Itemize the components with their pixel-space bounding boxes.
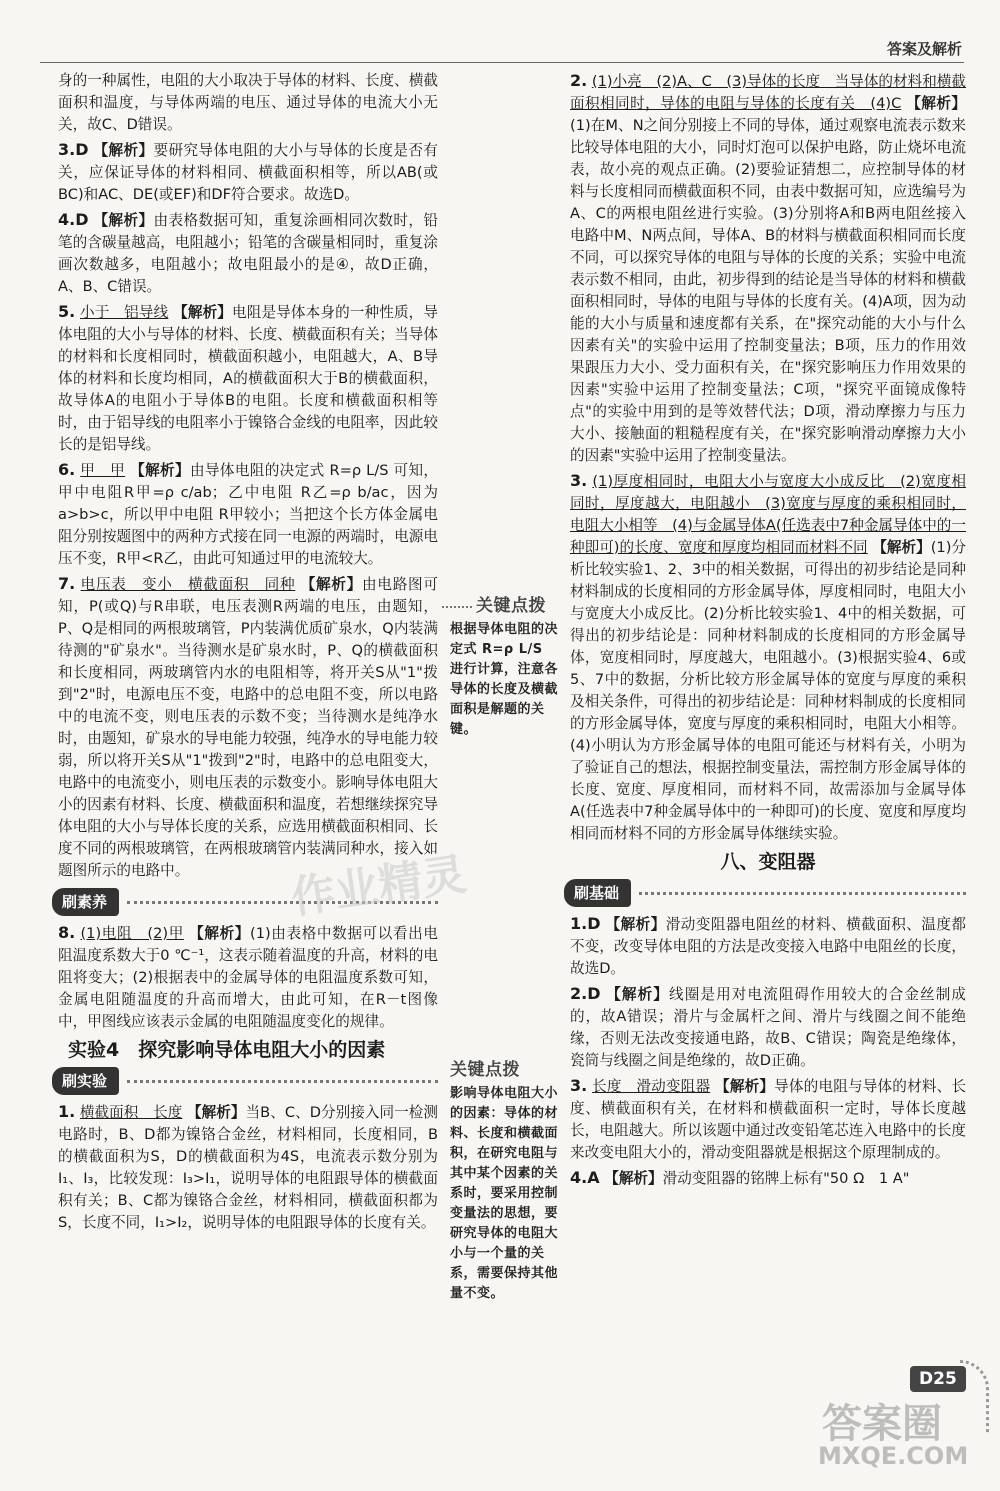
basic-answer-4 [570,1167,966,1190]
analysis-text: 由电路图可知，P(或Q)与R串联，电压表测R两端的电压，由题知，P、Q是相同的两根玻璃管，P内装满优质矿泉水，Q内装满待测的"矿泉水"。当待测水是矿泉水时，P、Q的横截面积和长度相同，两玻璃管内水的电阻相等，将开关S从"1"拨到"2"时，电源电压不变，电路中的总电阻不变，所以电路中的电流不变，则电压表的示数不变；当待测水是纯净水时，由题知，矿泉水的导电能力较强，纯净水的导电能力较弱，所以将开关S从"1"拨到"2"时，电路中的总电阻变大，电路中的电流变小，则电压表的示数变小。影响导体电阻大小的因素有材料、长度、横截面积和温度，若想继续探究导体电阻的大小与导体长度的关系，应选用横截面积相同、长度不同的两根玻璃管，在两根玻璃管内装满同种水，接入如题图所示的电路中。 [58,576,438,879]
section-badge-experiment [52,1067,438,1095]
section-title-rheostat: 八、变阻器 [720,851,816,873]
note-title: 关键点拨 [476,596,546,616]
analysis-tag: 【解析】 [130,462,190,479]
answer-number: 6. [58,460,76,479]
watermark-text: 作业精灵 [287,848,470,924]
answer-key: 长度 滑动变阻器 [592,1078,711,1095]
page-number-badge: D25 [910,1366,966,1392]
analysis-tag: 【解析】 [189,925,251,942]
analysis-tag: 【解析】 [605,916,666,933]
basic-answer-2 [570,983,966,1072]
analysis-tag: 【解析】 [187,1104,246,1121]
note-text: 根据导体电阻的决定式 R=ρ L/S 进行计算，注意各导体的长度及横截面积是解题的关键。 [450,622,559,737]
note-text: 影响导体电阻大小的因素：导体的材料、长度和横截面积，在研究电阻与其中某个因素的关系时，要采用控制变量法的思想，要研究导体的电阻大小与一个量的关系，需要保持其他量不变。 [450,1086,559,1301]
analysis-text: 导体的电阻与导体的材料、长度、横截面积有关，在材料和横截面积一定时，导体长度越长，电阻越大。所以该题中通过改变铅笔芯连入电路中的长度来改变电阻大小的，滑动变阻器就是根据这个原理制成的。 [570,1078,966,1161]
answer-key: 小于 铝导线 [80,304,169,321]
answer-key: (1)小亮 (2)A、C (3)导体的长度 当导体的材料和横截面积相同时，导体的电阻与导体的长度有关 (4)C [570,73,967,112]
answer-number: 3. [570,471,588,490]
answer-number: 1.D [570,914,601,933]
analysis-text: 线圈是用对电流阻碍作用较大的合金丝制成的，故A错误；滑片与金属杆之间、滑片与线圈之间不能绝缘，否则无法改变接通电路，故B、C错误；陶瓷是绝缘体，瓷筒与线圈之间是绝缘的，故D正确。 [570,986,966,1069]
answer-number: 4.D [58,210,89,229]
section-title-experiment: 实验4 探究影响导体电阻大小的因素 [68,1039,386,1061]
analysis-tag: 【解析】 [604,1170,663,1187]
answer-number: 5. [58,302,76,321]
dotted-divider [127,1080,438,1083]
answer-key: (1)厚度相同时，电阻大小与宽度大小成反比 (2)宽度相同时，厚度越大，电阻越小 (3)宽度与厚度的乘积相同时，电阻大小相等 (4)与金属导体A(任选表中7种金属导体中的一种即可)的长度、宽度和厚度均相同而材料不同 [570,473,966,556]
experiment-answer-3 [570,470,966,845]
right-column [570,70,966,1193]
answer-number: 1. [58,1102,76,1121]
left-column [58,70,438,1237]
key-point-note-1 [450,596,558,740]
answer-3 [58,139,438,206]
badge-label: 刷素养 [52,888,119,916]
analysis-text: (1)在M、N之间分别接上不同的导体，通过观察电流表示数来比较导体电阻的大小，同时灯泡可以保护电路，防止烧坏电流表，故小亮的观点正确。(2)要验证猜想二，应控制导体的材料与长度相同而横截面积不同，由表中数据可知，应选编号为A、C的两根电阻丝进行实验。(3)分别将A和B两电阻丝接入电路中M、N两点间，导体A、B的材料与横截面积相同而长度不同，可以探究导体的电阻与导体的长度的关系；实验中电流表示数不相同，由此，初步得到的结论是当导体的材料和横截面积相同时，导体的电阻与导体的长度有关。(4)A项，因为动能的大小与质量和速度都有关系，在"探究动能的大小与什么因素有关"的实验中运用了控制变量法；B项，压力的作用效果跟压力大小、受力面积有关，在"探究影响压力作用效果的因素"实验中运用了控制变量法；C项，"探究平面镜成像特点"的实验中用到的是等效替代法；D项，滑动摩擦力与压力大小、接触面的粗糙程度有关，在"探究影响滑动摩擦力大小的因素"实验中运用了控制变量法。 [570,117,966,464]
analysis-text: 要研究导体电阻的大小与导体的长度是否有关，应保证导体的材料相同、横截面积相等，所以AB(或BC)和AC、DE(或EF)和DF符合要求。故选D。 [58,142,438,203]
answer-key: 电压表 变小 横截面积 同种 [80,576,296,593]
experiment-answer-2 [570,70,966,467]
page-header-title: 答案及解析 [886,40,962,58]
answer-number: 7. [58,574,76,593]
answer-number: 8. [58,923,76,942]
answer-5 [58,301,438,456]
analysis-text: (1)由表格中数据可以看出电阻温度系数大于0 ℃⁻¹，这表示随着温度的升高，材料的电阻将变大；(2)根据表中的金属导体的电阻温度系数可知，金属电阻随温度的升高而增大，由此可知，在R－t图像中，甲图线应该表示金属的电阻随温度变化的规律。 [58,925,438,1030]
analysis-tag: 【解析】 [300,576,363,593]
answer-4 [58,209,438,298]
dotted-divider [639,892,966,895]
answer-number: 3.D [58,140,89,159]
analysis-text-cont: a>b>c，所以甲中电阻 R甲较小；当把这个长方体金属电阻分别按题图中的两种方式接在同一电源的两端时，电源电压不变，R甲<R乙，由此可知通过甲的电流较大。 [58,506,438,567]
analysis-text: (1)分析比较实验1、2、3中的相关数据，可得出的初步结论是同种材料制成的长度相同的方形金属导体，厚度相同时，电阻大小与宽度大小成反比。(2)分析比较实验1、4中的相关数据，可得出的初步结论是：同种材料制成的长度相同的方形金属导体，宽度相同时，厚度越大，电阻越小。(3)根据实验4、6或5、7中的数据，分析比较方形金属导体的宽度与厚度的乘积及相关条件，可得出的初步结论是：同种材料制成的长度相同的方形金属导体，宽度与厚度的乘积相同时，电阻大小相等。(4)小明认为方形金属导体的电阻可能还与材料有关，小明为了验证自己的想法，根据控制变量法，需控制方形金属导体的长度、宽度、厚度相同，而材料不同，故需添加与金属导体A(任选表中7种金属导体中的一种即可)的长度、宽度和厚度均相同而材料不同的方形金属导体继续实验。 [570,539,966,842]
badge-label: 刷基础 [564,879,631,907]
answer-key: 甲 甲 [80,462,126,479]
page-corner-decoration [960,1360,989,1433]
answer-8 [58,922,438,1033]
basic-answer-3 [570,1075,966,1164]
analysis-text: 滑动变阻器电阻丝的材料、横截面积、温度都不变，改变导体电阻的方法是改变接入电路中电阻丝的长度，故选D。 [570,916,966,977]
answer-number: 4.A [570,1168,600,1187]
watermark-logo: 答案圈 [822,1401,942,1447]
note-title: 关键点拨 [450,1060,520,1080]
answer-key: 横截面积 长度 [79,1104,183,1121]
basic-answer-1 [570,913,966,980]
experiment-answer-1 [58,1101,438,1234]
answer-7 [58,573,438,882]
badge-label: 刷实验 [52,1067,119,1095]
analysis-tag: 【解析】 [173,304,233,321]
analysis-tag: 【解析】 [93,212,154,229]
answer-number: 2. [570,71,588,90]
analysis-tag: 【解析】 [715,1078,775,1095]
header-rule [40,62,964,63]
analysis-tag: 【解析】 [93,142,154,159]
answer-number: 2.D [570,984,601,1003]
analysis-tag: 【解析】 [606,986,669,1003]
analysis-text: 由表格数据可知，重复涂画相同次数时，铅笔的含碳量越高，电阻越小；铅笔的含碳量相同时，重复涂画次数越多，电阻越小；故电阻最小的是④，故D正确，A、B、C错误。 [58,212,438,295]
answer-key: (1)电阻 (2)甲 [80,925,184,942]
key-point-note-2 [450,1060,558,1304]
analysis-text: 由导体电阻的决定式 R=ρ L/S 可知，甲中电阻R甲=ρ c/ab；乙中电阻 R乙=ρ b/ac，因为 [58,462,438,501]
analysis-text: 电阻是导体本身的一种性质，导体电阻的大小与导体的材料、长度、横截面积有关；当导体的材料和长度相同时，横截面积越小，电阻越大，A、B导体的材料和长度均相同，A的横截面积大于B的横截面积，故导体A的电阻小于导体B的电阻。长度和横截面积相等时，由于铝导线的电阻率小于镍铬合金线的电阻率，因此较长的是铝导线。 [58,304,438,453]
section-badge-basic [564,879,966,907]
analysis-tag: 【解析】 [906,95,966,112]
watermark-url: MXQE.COM [818,1442,969,1470]
note-arrow [442,606,472,608]
analysis-tag: 【解析】 [872,539,931,556]
answer-6 [58,459,438,570]
analysis-text: 当B、C、D分别接入同一检测电路时，B、D都为镍铬合金丝，材料相同，长度相同，B的横截面积为S，D的横截面积为4S，电流表示数分别为I₁、I₃，比较发现：I₃>I₁，说明导体的电阻跟导体的横截面积有关；B、C都为镍铬合金丝，材料相同，横截面积都为S，长度不同，I₁>I₂，说明导体的电阻跟导体的长度有关。 [58,1104,438,1231]
analysis-text: 滑动变阻器的铭牌上标有"50 Ω 1 A" [662,1170,910,1187]
answer-number: 3. [570,1076,588,1095]
answer-continuation: 身的一种属性，电阻的大小取决于导体的材料、长度、横截面积和温度，与导体两端的电压、通过导体的电流大小无关，故C、D错误。 [58,72,438,133]
